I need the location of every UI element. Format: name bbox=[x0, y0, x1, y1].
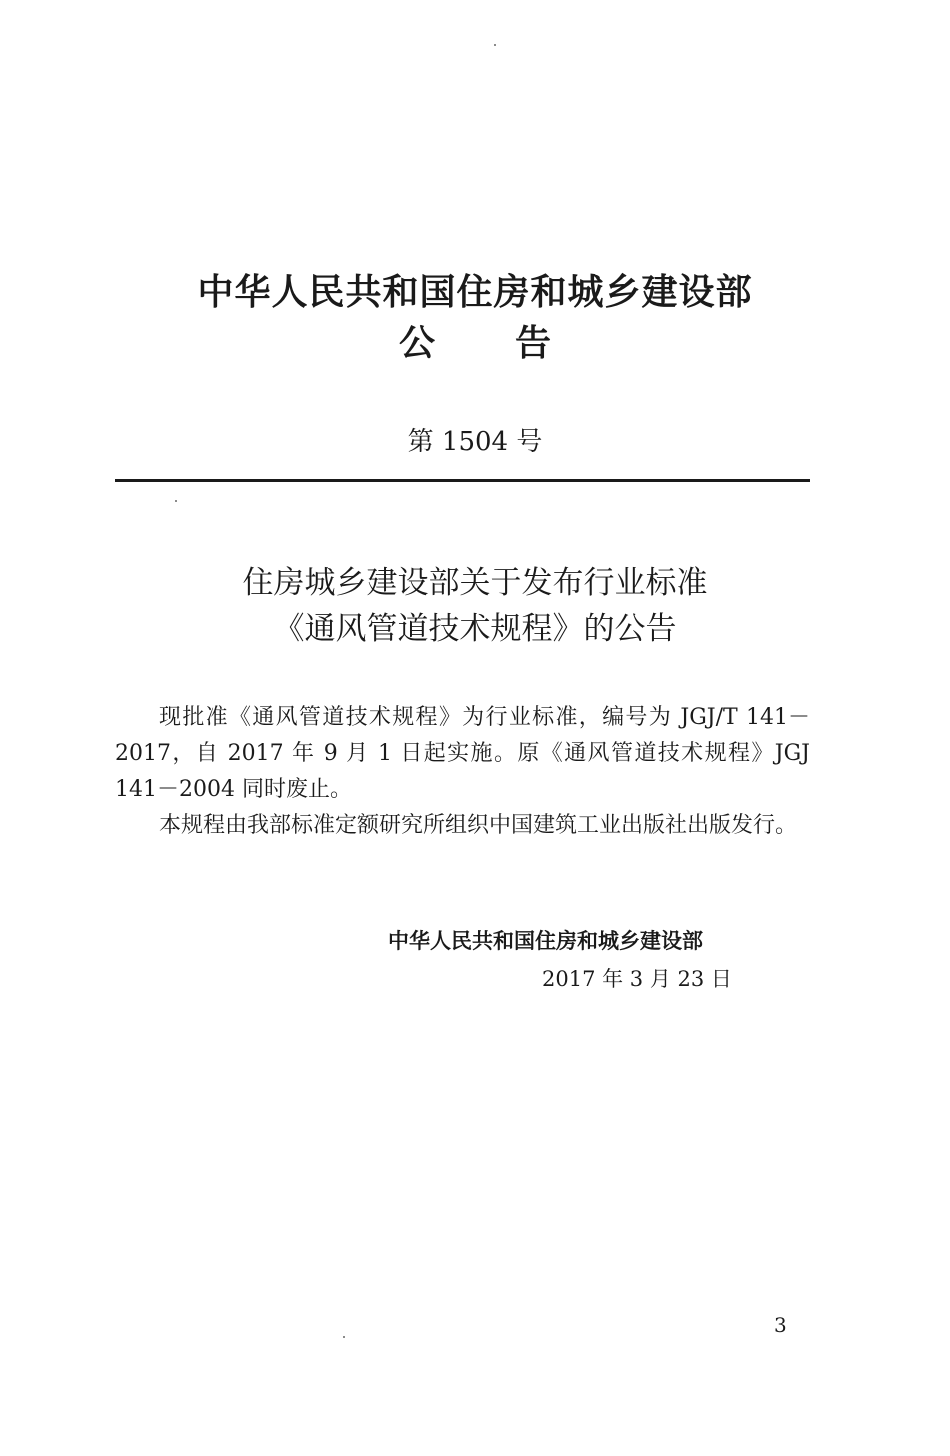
signature-organization: 中华人民共和国住房和城乡建设部 bbox=[388, 929, 703, 953]
header-divider bbox=[115, 479, 810, 482]
scan-speck bbox=[175, 500, 177, 502]
document-type-heading: 公告 bbox=[398, 323, 631, 364]
scan-speck bbox=[343, 1336, 345, 1338]
announcement-number: 第 1504 号 bbox=[407, 427, 543, 457]
announcement-body bbox=[115, 700, 810, 844]
signature-date: 2017 年 3 月 23 日 bbox=[542, 967, 732, 991]
body-paragraph-2: 本规程由我部标准定额研究所组织中国建筑工业出版社出版发行。 bbox=[159, 813, 798, 838]
page-number: 3 bbox=[774, 1313, 787, 1337]
title-line-1: 住房城乡建设部关于发布行业标准 bbox=[242, 565, 708, 601]
issuer-heading: 中华人民共和国住房和城乡建设部 bbox=[197, 272, 753, 313]
body-paragraph-1: 现批准《通风管道技术规程》为行业标准，编号为 JGJ/T 141－2017，自 2017 年 9 月 1 日起实施。原《通风管道技术规程》JGJ 141－2004 同时废止。 bbox=[115, 705, 810, 802]
title-line-2: 《通风管道技术规程》的公告 bbox=[273, 611, 677, 647]
announcement-title bbox=[0, 560, 950, 652]
scan-speck bbox=[494, 44, 496, 46]
